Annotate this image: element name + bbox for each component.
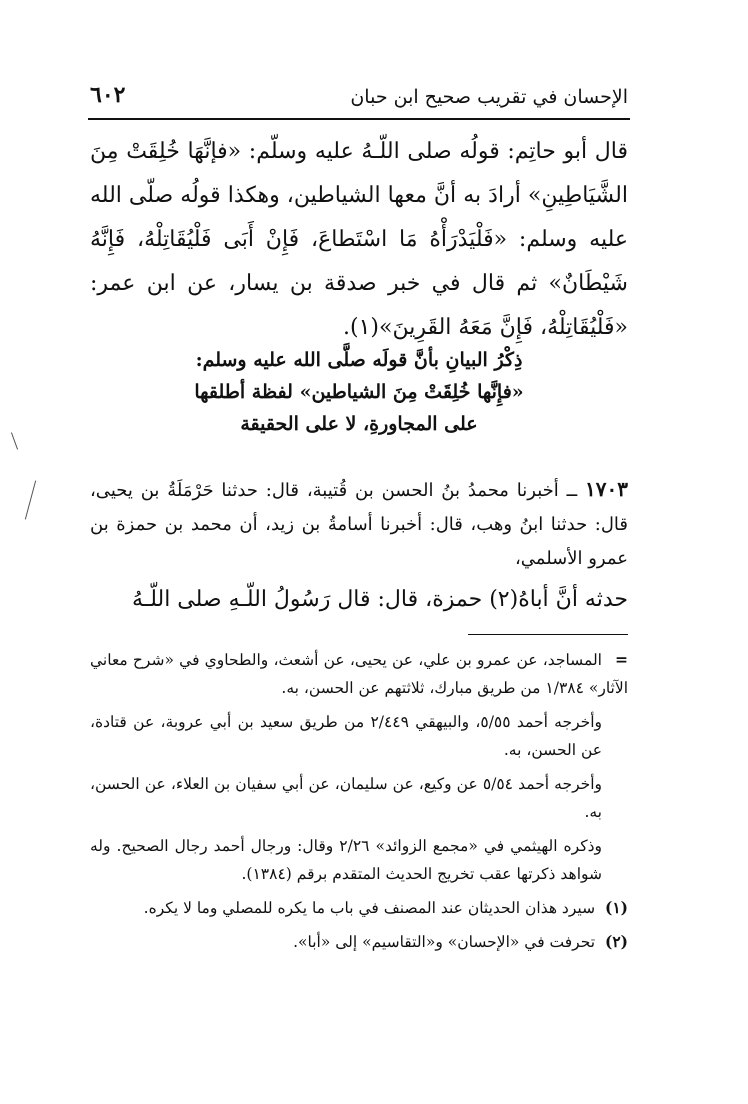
hadith-entry xyxy=(90,472,628,576)
continuation-marker: = xyxy=(615,650,628,669)
footnote-2 xyxy=(90,928,628,956)
hadith-dash: ــ xyxy=(566,480,578,501)
chapter-heading-line-1: ذِكْرُ البيانِ بأنَّ قولَه صلَّى الله عليه وسلم: xyxy=(195,349,523,371)
running-title: الإحسان في تقريب صحيح ابن حبان xyxy=(350,86,628,108)
header-rule xyxy=(88,118,630,120)
footnote-1-number: (١) xyxy=(604,898,628,917)
chapter-heading-line-2: «فإِنَّها خُلِقَتْ مِنَ الشياطين» لفظة أطلقها xyxy=(194,381,524,403)
footnotes xyxy=(90,646,628,962)
book-page xyxy=(90,60,628,1060)
hadith-isnad xyxy=(90,472,628,576)
footnote-paragraph-2: وأخرجه أحمد ٥/٥٥، والبيهقي ٢/٤٤٩ من طريق سعيد بن أبي عروبة، عن قتادة، عن الحسن، به. xyxy=(90,713,602,759)
hadith-number: ١٧٠٣ xyxy=(585,477,628,501)
hadith-text: أخبرنا محمدُ بنُ الحسن بن قُتيبة، قال: حدثنا حَرْمَلَةُ بن يحيى، قال: حدثنا ابنُ وهب، قال: أخبرنا أسامةُ بن زيد، أن محمد بن حمزة بن عمرو الأسلمي، xyxy=(90,480,628,569)
footnote-paragraph-4: وذكره الهيثمي في «مجمع الزوائد» ٢/٢٦ وقال: ورجال أحمد رجال الصحيح. وله شواهد ذكرتها عقب تخريج الحديث المتقدم برقم (١٣٨٤). xyxy=(90,837,602,883)
chapter-heading xyxy=(130,344,588,440)
main-text xyxy=(90,130,628,350)
footnote-1-text: سيرد هذان الحديثان عند المصنف في باب ما يكره للمصلي وما لا يكره. xyxy=(143,899,596,917)
page-number: ٦٠٢ xyxy=(90,82,126,108)
footnote-continuation-text: المساجد، عن عمرو بن علي، عن يحيى، عن أشعث، والطحاوي في «شرح معاني الآثار» ١/٣٨٤ من طريق مبارك، ثلاثتهم عن الحسن، به. xyxy=(90,651,628,697)
chapter-heading-line-3: على المجاورةِ، لا على الحقيقة xyxy=(240,413,478,435)
page-header xyxy=(90,72,628,112)
hadith-continuation: حدثه أنَّ أباهُ(٢) حمزة، قال: قال رَسُولُ اللّـهِ صلى اللّـهُ xyxy=(131,587,628,612)
scan-artifact xyxy=(25,481,36,520)
footnote-paragraph-3: وأخرجه أحمد ٥/٥٤ عن وكيع، عن سليمان، عن أبي سفيان بن العلاء، عن الحسن، به. xyxy=(90,775,602,821)
footnote-2-number: (٢) xyxy=(604,932,628,951)
footnote-2-text: تحرفت في «الإحسان» و«التقاسيم» إلى «أبا». xyxy=(293,933,596,951)
commentary-paragraph: قال أبو حاتِم: قولُه صلى اللّـهُ عليه وسلّم: «فإنَّهَا خُلِقَتْ مِنَ الشَّيَاطِينِ» أرادَ به أنَّ معها الشياطين، وهكذا قولُه صلّى الله عليه وسلم: «فَلْيَدْرَأْهُ مَا اسْتَطاعَ، فَإِنْ أَبَى فَلْيُقَاتِلْهُ، فَإِنَّهُ شَيْطَانٌ» ثم قال في خبر صدقة بن يسار، عن ابن عمر: «فَلْيُقَاتِلْهُ، فَإِنَّ مَعَهُ القَرِينَ»(١). xyxy=(90,139,628,340)
footnote-rule xyxy=(468,634,628,635)
footnote-continuation xyxy=(90,646,628,702)
footnote-1 xyxy=(90,894,628,922)
scan-artifact xyxy=(11,432,18,449)
